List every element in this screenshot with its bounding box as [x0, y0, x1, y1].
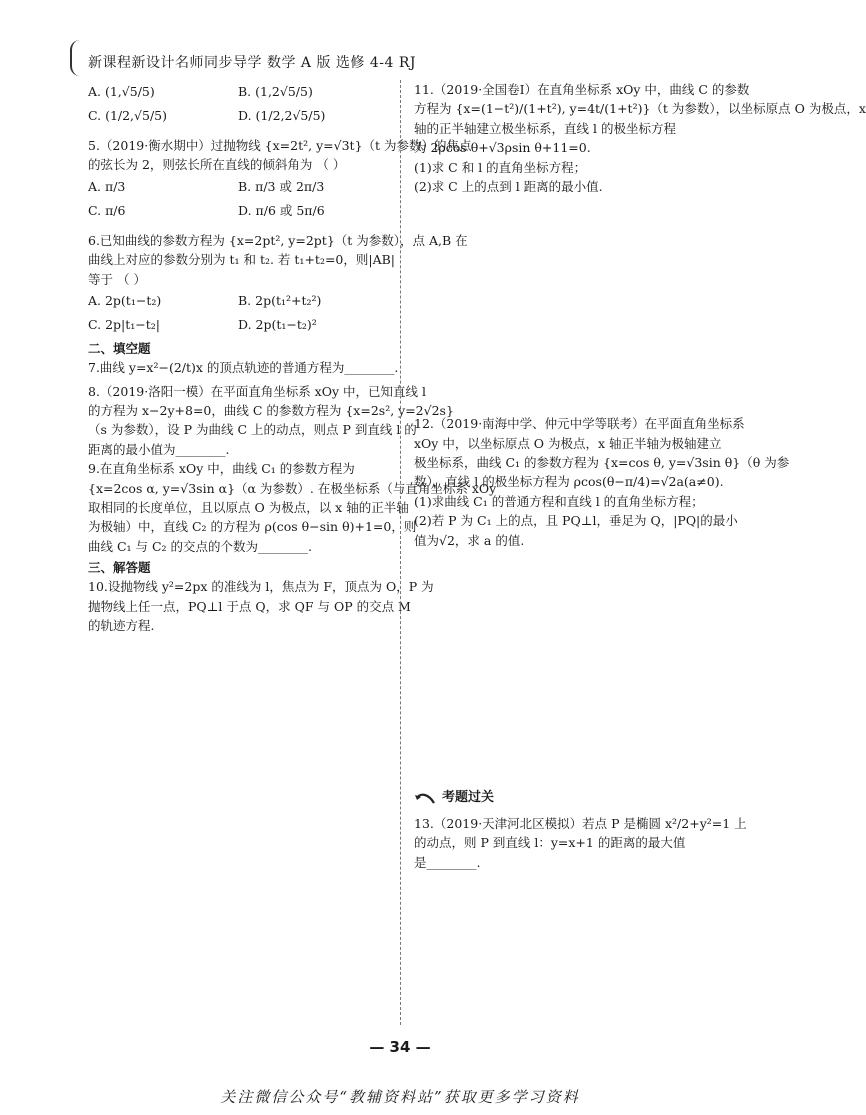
- option-b: D. π/6 或 5π/6: [238, 203, 325, 219]
- text-line: 轴的正半轴建立极坐标系，直线 l 的极坐标方程: [414, 120, 676, 136]
- text-line: (2)若 P 为 C₁ 上的点，且 PQ⊥l，垂足为 Q，|PQ|的最小: [414, 513, 738, 529]
- page-number: — 34 —: [369, 1038, 431, 1056]
- text-line: 值为√2，求 a 的值.: [414, 532, 525, 548]
- spacer: [88, 128, 388, 136]
- text-line: 极坐标系，曲线 C₁ 的参数方程为 {x=cos θ, y=√3sin θ}（θ 为参: [414, 455, 790, 470]
- text-line: {x=2cos α, y=√3sin α}（α 为参数）. 在极坐标系（与直角坐标系 xOy: [88, 480, 497, 496]
- option-b: B. 2p(t₁²+t₂²): [238, 293, 322, 309]
- text-line: 5.（2019·衡水期中）过抛物线 {x=2t², y=√3t}（t 为参数）的焦点: [88, 138, 472, 153]
- option-b: B. π/3 或 2π/3: [238, 179, 325, 195]
- text-line: 的弦长为 2，则弦长所在直线的倾斜角为 （ ）: [88, 157, 346, 173]
- text-line: (1)求曲线 C₁ 的普通方程和直线 l 的直角坐标方程；: [414, 493, 704, 509]
- option-row: [88, 175, 388, 199]
- header-title: 新课程新设计名师同步导学 数学 A 版 选修 4-4 RJ: [88, 55, 417, 71]
- text-line: 9.在直角坐标系 xOy 中，曲线 C₁ 的参数方程为: [88, 461, 355, 477]
- header-brace-decoration: [70, 40, 80, 76]
- text-line: 6.已知曲线的参数方程为 {x=2pt², y=2pt}（t 为参数），点 A,B 在: [88, 232, 468, 248]
- text-line: 的轨迹方程.: [88, 618, 155, 634]
- option-a: C. π/6: [88, 203, 126, 219]
- text-line: 方程为 {x=(1−t²)/(1+t²), y=4t/(1+t²)}（t 为参数），以坐标原点 O 为极点，x: [414, 101, 866, 117]
- option-row: [88, 80, 388, 104]
- text-line: 距离的最小值为________.: [88, 441, 230, 457]
- section-banner: [414, 788, 754, 808]
- text-line: 8.（2019·洛阳一模）在平面直角坐标系 xOy 中，已知直线 l: [88, 383, 426, 399]
- section-heading: 三、解答题: [88, 560, 151, 575]
- text-line: 抛物线上任一点，PQ⊥l 于点 Q，求 QF 与 OP 的交点 M: [88, 598, 411, 614]
- option-row: [88, 199, 388, 223]
- column-divider: [400, 80, 401, 1025]
- option-a: A. 2p(t₁−t₂): [88, 293, 162, 309]
- text-line: 13.（2019·天津河北区模拟）若点 P 是椭圆 x²/2+y²=1 上: [414, 816, 747, 832]
- option-a: C. 2p|t₁−t₂|: [88, 317, 160, 333]
- text-line: 等于 （ ）: [88, 271, 146, 287]
- option-row: [88, 313, 388, 337]
- text-line: 取相同的长度单位，且以原点 O 为极点，以 x 轴的正半轴: [88, 499, 409, 515]
- text-line: （s 为参数），设 P 为曲线 C 上的动点，则点 P 到直线 l 的: [88, 422, 417, 438]
- spacer: [88, 223, 388, 231]
- answer-space: [414, 196, 754, 414]
- text-line: 曲线上对应的参数分别为 t₁ 和 t₂. 若 t₁+t₂=0，则|AB|: [88, 252, 396, 268]
- text-line: 为极轴）中，直线 C₂ 的方程为 ρ(cos θ−sin θ)+1=0，则: [88, 519, 417, 535]
- text-line: 是________.: [414, 854, 481, 870]
- text-line: 为 2ρcos θ+√3ρsin θ+11=0.: [414, 140, 591, 156]
- option-a: A. (1,√5/5): [88, 84, 155, 100]
- text-line: 12.（2019·南海中学、仲元中学等联考）在平面直角坐标系: [414, 416, 745, 432]
- text-line: (2)求 C 上的点到 l 距离的最小值.: [414, 178, 603, 194]
- text-line: 曲线 C₁ 与 C₂ 的交点的个数为________.: [88, 538, 313, 554]
- curved-arrow-icon: [414, 791, 436, 805]
- text-line: 的方程为 x−2y+8=0，曲线 C 的参数方程为 {x=2s², y=2√2s}: [88, 403, 454, 418]
- text-line: 的动点，则 P 到直线 l：y=x+1 的距离的最大值: [414, 835, 686, 851]
- option-b: B. (1,2√5/5): [238, 84, 313, 100]
- option-a: A. π/3: [88, 179, 126, 195]
- text-line: (1)求 C 和 l 的直角坐标方程；: [414, 159, 587, 175]
- option-row: [88, 104, 388, 128]
- right-column: [414, 80, 866, 872]
- text-line: 10.设抛物线 y²=2px 的准线为 l，焦点为 F，顶点为 O，P 为: [88, 579, 434, 595]
- section-banner-label: 考题过关: [442, 789, 495, 805]
- option-b: D. 2p(t₁−t₂)²: [238, 317, 317, 333]
- option-row: [88, 289, 388, 313]
- footer-note: 关注微信公众号“教辅资料站”获取更多学习资料: [220, 1088, 580, 1106]
- section-heading: 二、填空题: [88, 340, 151, 356]
- answer-space: [414, 550, 754, 788]
- option-b: D. (1/2,2√5/5): [238, 108, 326, 124]
- option-a: C. (1/2,√5/5): [88, 108, 167, 124]
- text-line: 数），直线 l 的极坐标方程为 ρcos(θ−π/4)=√2a(a≠0).: [414, 474, 724, 490]
- text-line: 11.（2019·全国卷Ⅰ）在直角坐标系 xOy 中，曲线 C 的参数: [414, 82, 750, 97]
- text-line: xOy 中，以坐标原点 O 为极点，x 轴正半轴为极轴建立: [414, 435, 722, 451]
- text-line: 7.曲线 y=x²−(2/t)x 的顶点轨迹的普通方程为________.: [88, 360, 399, 376]
